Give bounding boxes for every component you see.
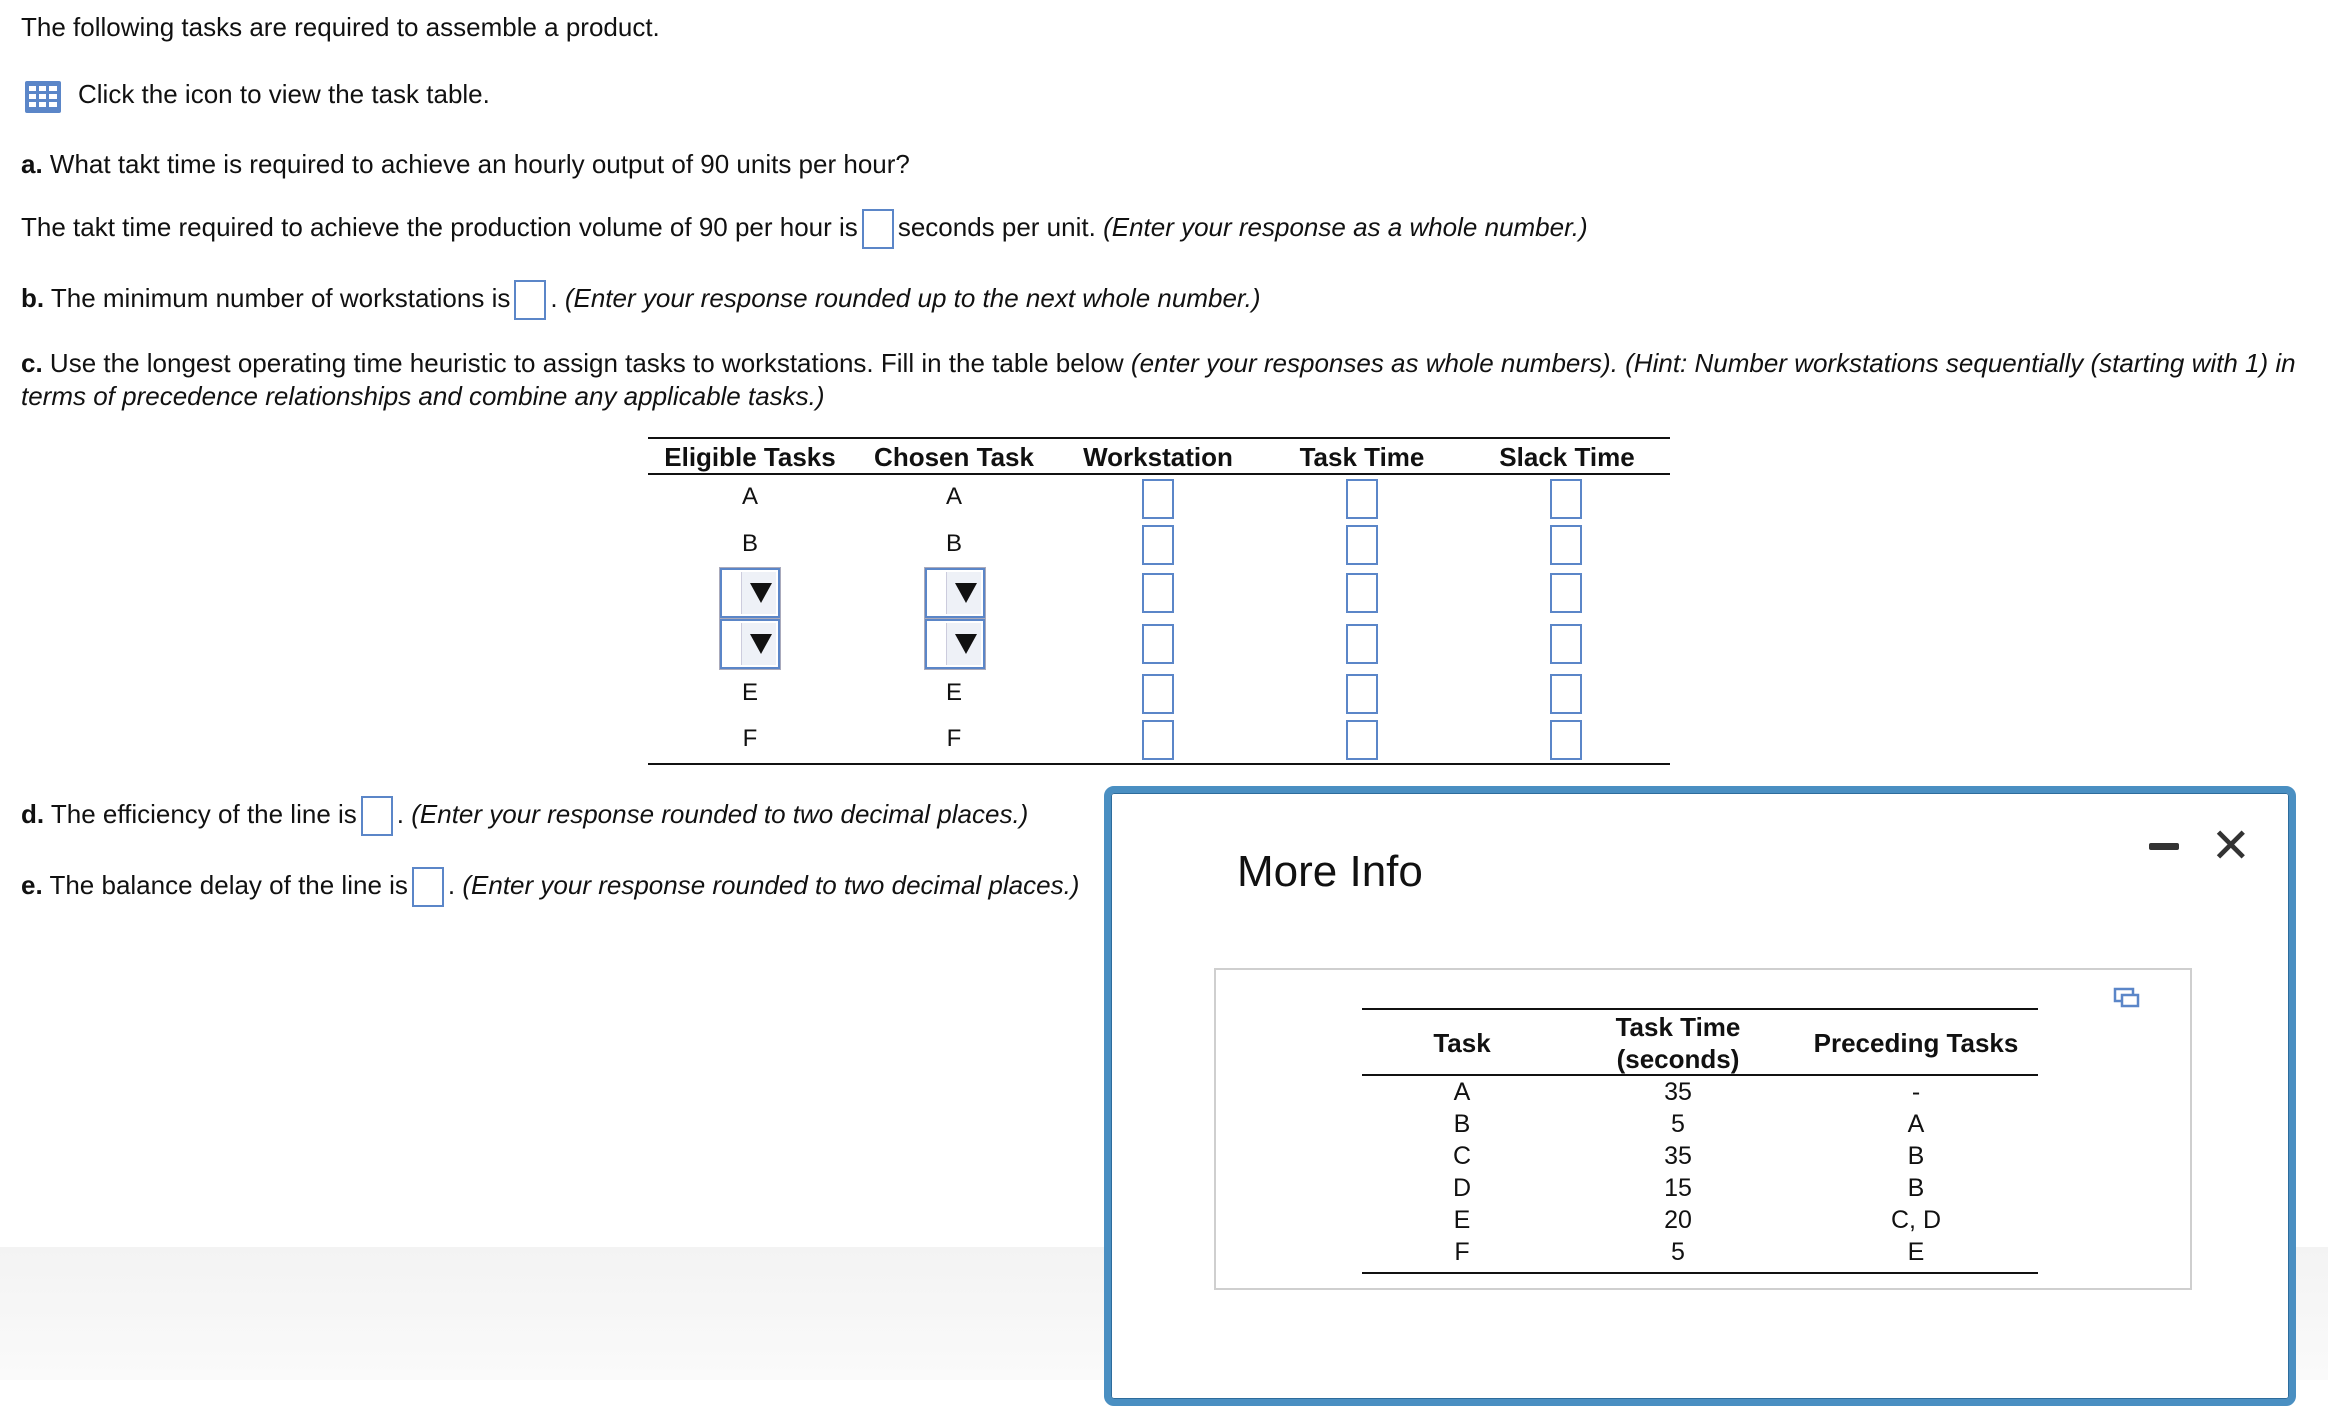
- slack-time-input[interactable]: [1550, 525, 1582, 565]
- eligible-task-cell: F: [742, 725, 758, 752]
- info-table-header-rule: [1362, 1074, 2038, 1076]
- task-time-input[interactable]: [1346, 525, 1378, 565]
- min-workstations-input[interactable]: [514, 280, 546, 320]
- task-time-input[interactable]: [1346, 479, 1378, 519]
- question-b-hint: (Enter your response rounded up to the next whole number.): [564, 282, 1261, 313]
- dropdown-arrow-icon: [750, 583, 772, 603]
- question-b-prefix: The minimum number of workstations is: [50, 282, 511, 313]
- chosen-task-cell: A: [945, 483, 962, 510]
- question-e-label: e.: [21, 869, 43, 900]
- eligible-task-dropdown[interactable]: [720, 619, 780, 669]
- chosen-task-cell: F: [946, 725, 962, 752]
- eligible-task-dropdown[interactable]: [720, 568, 780, 618]
- info-preceding-cell: C, D: [1891, 1206, 1941, 1234]
- question-b-label: b.: [21, 282, 45, 313]
- info-time-cell: 20: [1664, 1206, 1692, 1234]
- info-task-cell: C: [1452, 1142, 1472, 1170]
- info-header-preceding: Preceding Tasks: [1813, 1028, 2019, 1058]
- question-c-text: Use the longest operating time heuristic to assign tasks to workstations. Fill in the table below: [49, 348, 1124, 378]
- slack-time-input[interactable]: [1550, 573, 1582, 613]
- task-time-input[interactable]: [1346, 573, 1378, 613]
- info-time-cell: 35: [1664, 1078, 1692, 1106]
- table-bottom-rule: [648, 763, 1670, 765]
- info-header-time-line2: (seconds): [1616, 1044, 1740, 1074]
- question-a-text: What takt time is required to achieve an hourly output of 90 units per hour?: [49, 149, 910, 179]
- question-a-label: a.: [21, 149, 43, 179]
- chosen-task-dropdown[interactable]: [925, 619, 985, 669]
- info-preceding-cell: -: [1911, 1078, 1921, 1106]
- info-time-cell: 5: [1671, 1110, 1685, 1138]
- info-header-task: Task: [1433, 1028, 1491, 1058]
- header-eligible-tasks: Eligible Tasks: [664, 442, 836, 472]
- question-c-label: c.: [21, 348, 43, 378]
- task-time-input[interactable]: [1346, 674, 1378, 714]
- header-slack-time: Slack Time: [1499, 442, 1635, 472]
- dropdown-arrow-icon: [955, 583, 977, 603]
- question-c-hint2: terms of precedence relationships and combine any applicable tasks.): [21, 381, 825, 411]
- workstation-input[interactable]: [1142, 624, 1174, 664]
- view-task-table-link[interactable]: Click the icon to view the task table.: [78, 79, 490, 109]
- question-d-suffix: .: [396, 798, 405, 829]
- header-task-time: Task Time: [1299, 442, 1425, 472]
- table-header-rule: [648, 473, 1670, 475]
- question-d-label: d.: [21, 798, 45, 829]
- info-table-bottom-rule: [1362, 1272, 2038, 1274]
- question-c-hint1: (enter your responses as whole numbers). (Hint: Number workstations sequentially (starting with 1) in: [1130, 348, 2296, 378]
- question-b-suffix: .: [550, 282, 558, 313]
- slack-time-input[interactable]: [1550, 624, 1582, 664]
- question-a: [21, 147, 910, 181]
- eligible-task-cell: A: [741, 483, 758, 510]
- question-d-prefix: The efficiency of the line is: [50, 798, 357, 829]
- chosen-task-cell: B: [945, 530, 962, 557]
- question-d-hint: (Enter your response rounded to two decimal places.): [411, 798, 1029, 829]
- header-workstation: Workstation: [1083, 442, 1233, 472]
- copy-icon[interactable]: [2113, 987, 2141, 1009]
- dropdown-arrow-icon: [955, 634, 977, 654]
- question-d: [21, 796, 1028, 836]
- info-preceding-cell: A: [1907, 1110, 1925, 1138]
- dropdown-arrow-icon: [750, 634, 772, 654]
- minimize-icon[interactable]: [2149, 843, 2179, 850]
- question-e-hint: (Enter your response rounded to two decimal places.): [462, 869, 1080, 900]
- eligible-task-cell: B: [741, 530, 758, 557]
- info-preceding-cell: E: [1907, 1238, 1925, 1266]
- balance-delay-input[interactable]: [412, 867, 444, 907]
- info-header-time-line1: Task Time: [1615, 1012, 1741, 1042]
- question-e: [21, 867, 1079, 907]
- task-time-input[interactable]: [1346, 720, 1378, 760]
- info-preceding-cell: B: [1907, 1174, 1925, 1202]
- header-chosen-task: Chosen Task: [874, 442, 1034, 472]
- info-time-cell: 35: [1664, 1142, 1692, 1170]
- info-time-cell: 5: [1671, 1238, 1685, 1266]
- slack-time-input[interactable]: [1550, 720, 1582, 760]
- workstation-input[interactable]: [1142, 674, 1174, 714]
- question-e-suffix: .: [447, 869, 456, 900]
- answer-a-suffix: seconds per unit.: [897, 211, 1096, 242]
- slack-time-input[interactable]: [1550, 674, 1582, 714]
- question-b: [21, 280, 1261, 320]
- answer-a-hint: (Enter your response as a whole number.): [1103, 211, 1588, 242]
- intro-text: The following tasks are required to assemble a product.: [21, 12, 660, 42]
- info-task-cell: A: [1453, 1078, 1471, 1106]
- question-c-line2: [21, 379, 825, 413]
- grid-table-icon[interactable]: [24, 80, 62, 114]
- chosen-task-dropdown[interactable]: [925, 568, 985, 618]
- info-preceding-cell: B: [1907, 1142, 1925, 1170]
- eligible-task-cell: E: [741, 679, 758, 706]
- workstation-input[interactable]: [1142, 525, 1174, 565]
- info-time-cell: 15: [1664, 1174, 1692, 1202]
- info-task-cell: D: [1452, 1174, 1472, 1202]
- takt-time-input[interactable]: [862, 209, 894, 249]
- info-task-cell: F: [1454, 1238, 1470, 1266]
- question-c-line1: [21, 346, 2296, 380]
- slack-time-input[interactable]: [1550, 479, 1582, 519]
- answer-a-line: [21, 209, 1588, 249]
- efficiency-input[interactable]: [361, 796, 393, 836]
- workstation-input[interactable]: [1142, 720, 1174, 760]
- chosen-task-cell: E: [945, 679, 962, 706]
- info-task-cell: E: [1453, 1206, 1471, 1234]
- question-e-prefix: The balance delay of the line is: [49, 869, 408, 900]
- dialog-title: More Info: [1237, 847, 1423, 896]
- workstation-input[interactable]: [1142, 573, 1174, 613]
- close-icon[interactable]: ✕: [2210, 820, 2251, 873]
- task-time-input[interactable]: [1346, 624, 1378, 664]
- workstation-input[interactable]: [1142, 479, 1174, 519]
- answer-a-prefix: The takt time required to achieve the production volume of 90 per hour is: [21, 211, 858, 242]
- info-table-top-rule: [1362, 1008, 2038, 1010]
- info-task-cell: B: [1453, 1110, 1471, 1138]
